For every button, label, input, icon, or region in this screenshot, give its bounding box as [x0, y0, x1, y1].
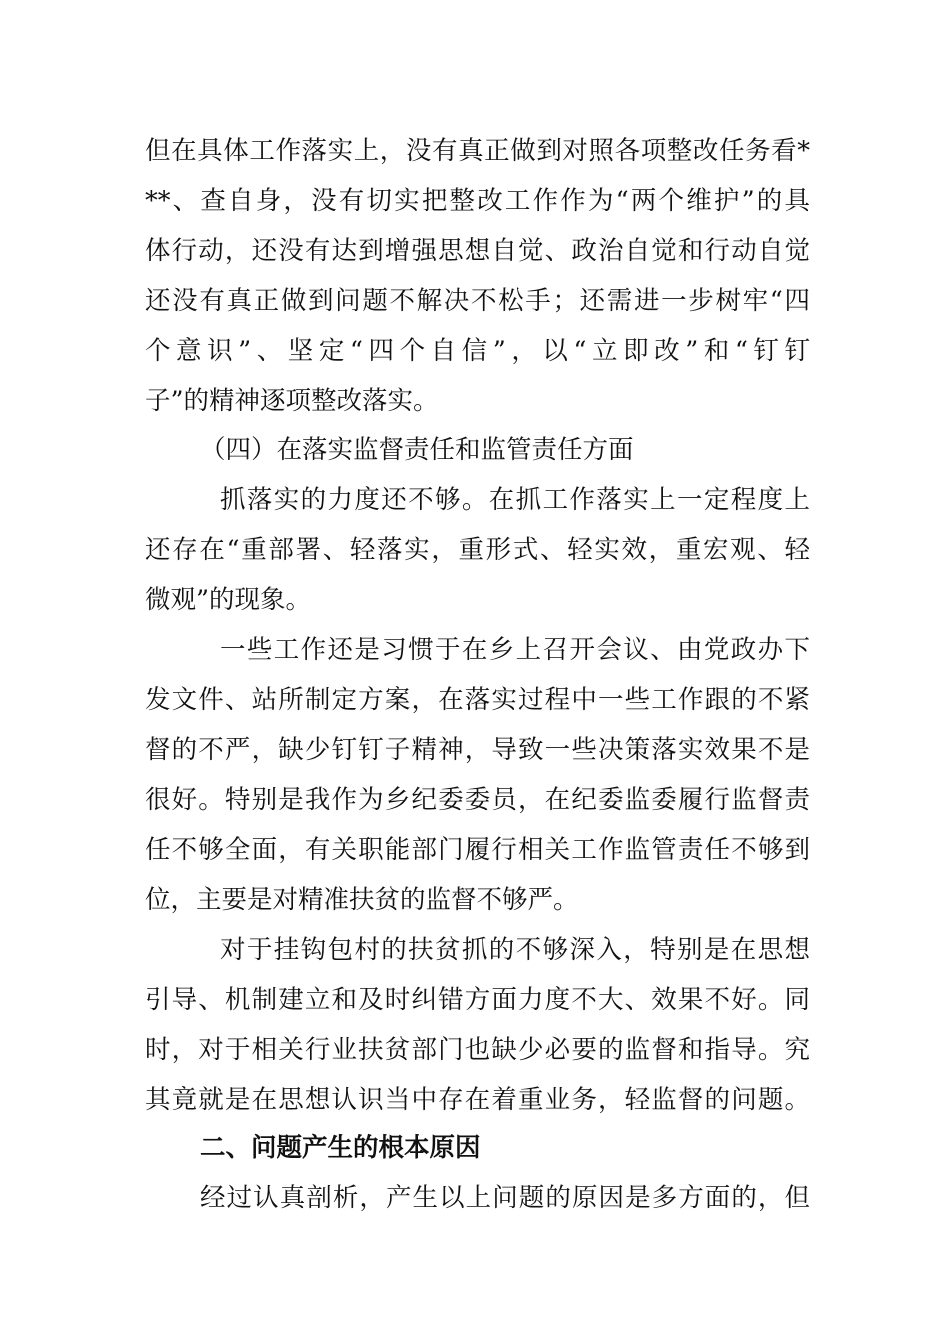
text-line: 个意识”、坚定“四个自信”，以“立即改”和“钉钉	[145, 336, 810, 366]
text-line: 时，对于相关行业扶贫部门也缺少必要的监督和指导。究	[145, 1035, 810, 1065]
text-line: 任不够全面，有关职能部门履行相关工作监管责任不够到	[145, 835, 810, 865]
text-line: 体行动，还没有达到增强思想自觉、政治自觉和行动自觉	[145, 236, 810, 266]
text-line: 但在具体工作落实上，没有真正做到对照各项整改任务看*	[145, 136, 810, 166]
text-line: 对于挂钩包村的扶贫抓的不够深入，特别是在思想	[220, 935, 810, 965]
text-line: 还没有真正做到问题不解决不松手；还需进一步树牢“四	[145, 286, 810, 316]
text-line: 经过认真剖析，产生以上问题的原因是多方面的，但	[200, 1183, 810, 1213]
text-line: 很好。特别是我作为乡纪委委员，在纪委监委履行监督责	[145, 785, 810, 815]
text-line: 其竟就是在思想认识当中存在着重业务，轻监督的问题。	[145, 1085, 810, 1115]
text-line: 抓落实的力度还不够。在抓工作落实上一定程度上	[220, 485, 810, 515]
text-line: 发文件、站所制定方案，在落实过程中一些工作跟的不紧	[145, 685, 810, 715]
text-line: **、查自身，没有切实把整改工作作为“两个维护”的具	[145, 186, 810, 216]
text-line: 引导、机制建立和及时纠错方面力度不大、效果不好。同	[145, 985, 810, 1015]
section-heading: 二、问题产生的根本原因	[200, 1133, 481, 1163]
text-line: 子”的精神逐项整改落实。	[145, 386, 439, 416]
text-line: 微观”的现象。	[145, 585, 312, 615]
text-line: 一些工作还是习惯于在乡上召开会议、由党政办下	[220, 635, 810, 665]
text-line: 还存在“重部署、轻落实，重形式、轻实效，重宏观、轻	[145, 535, 810, 565]
text-line: 督的不严，缺少钉钉子精神，导致一些决策落实效果不是	[145, 735, 810, 765]
text-line: 位，主要是对精准扶贫的监督不够严。	[145, 885, 579, 915]
subsection-heading: （四）在落实监督责任和监管责任方面	[200, 435, 634, 465]
